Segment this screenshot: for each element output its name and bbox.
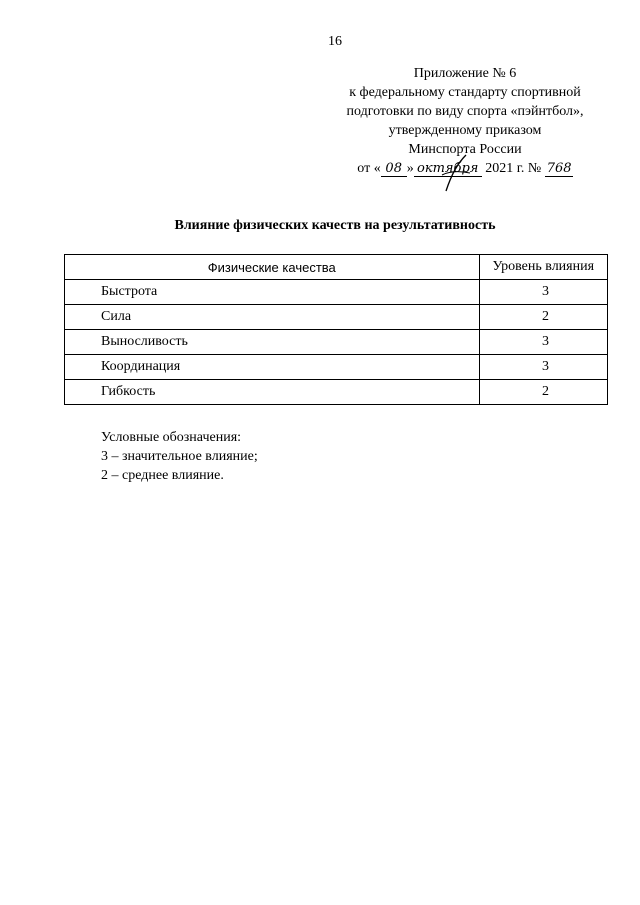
date-month-handwritten: октября bbox=[414, 162, 482, 177]
legend bbox=[101, 428, 258, 485]
date-year: 2021 г. № bbox=[485, 161, 542, 176]
qualities-table bbox=[64, 254, 608, 405]
quality-level: 3 bbox=[479, 280, 607, 305]
annex-line-3: подготовки по виду спорта «пэйнтбол», bbox=[346, 104, 584, 119]
annex-title: Приложение № 6 bbox=[413, 66, 517, 81]
annex-line-2: к федеральному стандарту спортивной bbox=[349, 85, 581, 100]
table-header-row bbox=[65, 255, 608, 280]
quality-level: 3 bbox=[479, 330, 607, 355]
table-row bbox=[65, 330, 608, 355]
annex-line-5: Минспорта России bbox=[408, 142, 522, 157]
table-row bbox=[65, 355, 608, 380]
quality-level: 2 bbox=[479, 305, 607, 330]
header-physical-qualities: Физические качества bbox=[65, 255, 480, 280]
table-row bbox=[65, 380, 608, 405]
header-influence-level: Уровень влияния bbox=[479, 255, 607, 280]
quality-name: Сила bbox=[65, 305, 480, 330]
annex-date-line bbox=[330, 159, 600, 178]
legend-heading: Условные обозначения: bbox=[101, 430, 242, 445]
quality-name: Быстрота bbox=[65, 280, 480, 305]
quality-level: 3 bbox=[479, 355, 607, 380]
order-number-handwritten: 768 bbox=[546, 161, 572, 176]
signature-stroke bbox=[436, 153, 476, 193]
quality-name: Координация bbox=[65, 355, 480, 380]
quality-level: 2 bbox=[479, 380, 607, 405]
table-row bbox=[65, 280, 608, 305]
date-day-handwritten: 08 bbox=[381, 162, 407, 177]
page-number: 16 bbox=[328, 34, 342, 49]
quality-name: Выносливость bbox=[65, 330, 480, 355]
annex-header bbox=[330, 64, 600, 178]
legend-item-2: 2 – среднее влияние. bbox=[101, 468, 224, 483]
annex-line-4: утвержденному приказом bbox=[388, 123, 542, 138]
legend-item-3: 3 – значительное влияние; bbox=[101, 449, 258, 464]
date-mid: » bbox=[406, 161, 414, 176]
date-prefix: от « bbox=[357, 161, 381, 176]
quality-name: Гибкость bbox=[65, 380, 480, 405]
document-title: Влияние физических качеств на результативность bbox=[174, 218, 496, 233]
table-row bbox=[65, 305, 608, 330]
